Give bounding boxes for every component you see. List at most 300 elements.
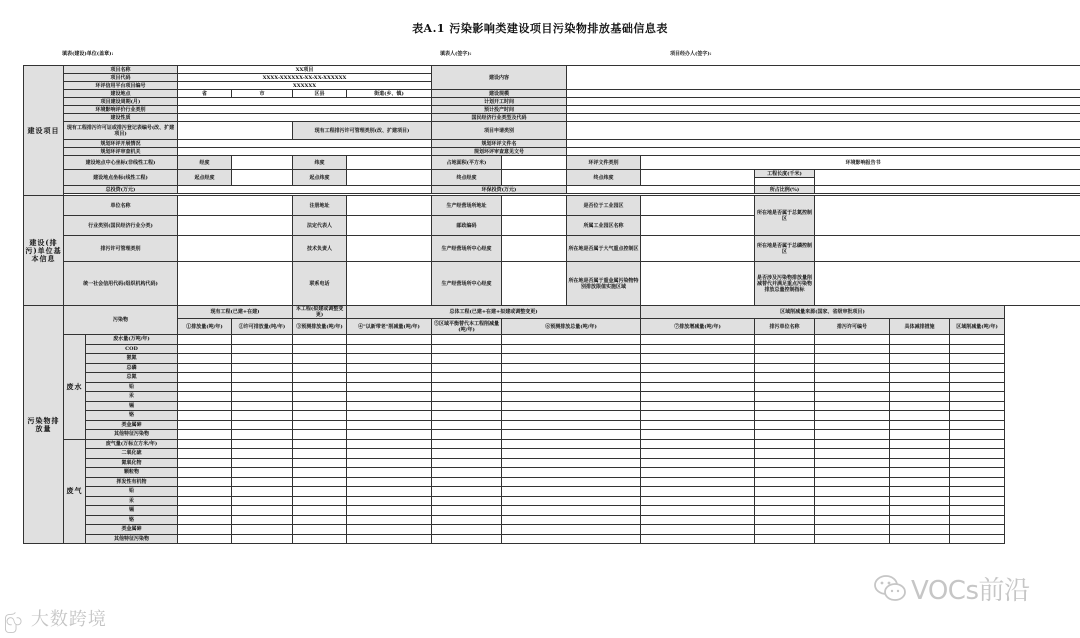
value-cell [347, 170, 432, 186]
value-cell [347, 363, 432, 373]
pollutant-label: 总磷 [86, 363, 178, 373]
value-cell [641, 411, 755, 421]
value-cell [232, 439, 293, 449]
value-cell [347, 515, 432, 525]
label: 联系电话 [293, 262, 347, 306]
value-cell [232, 363, 293, 373]
value-cell [890, 515, 950, 525]
table-row [24, 468, 1080, 478]
value-cell [293, 525, 347, 535]
value-cell [815, 420, 890, 430]
value-cell [890, 335, 950, 345]
header-existing: 现有工程(已建+在建) [178, 306, 293, 319]
value-cell [755, 420, 815, 430]
value-cell [890, 506, 950, 516]
value-cell [815, 354, 890, 364]
label: 规划环评开展情况 [64, 140, 178, 148]
value-cell [502, 430, 641, 440]
value-cell [293, 468, 347, 478]
value-cell [641, 344, 755, 354]
value-cell [950, 458, 1005, 468]
value-cell [755, 354, 815, 364]
value-cell [293, 430, 347, 440]
table-row [24, 515, 1080, 525]
value-cell [432, 363, 502, 373]
value-cell [347, 401, 432, 411]
label: 总投资(万元) [64, 186, 178, 194]
value-cell [178, 439, 232, 449]
value-cell [950, 344, 1005, 354]
value-cell [890, 363, 950, 373]
value-cell [502, 468, 641, 478]
value-cell [347, 411, 432, 421]
value-cell [178, 392, 232, 402]
value-cell [293, 392, 347, 402]
label: 是否涉及污染物排放量削减替代并满足重点污染物排放总量控制指标 [755, 262, 815, 306]
label: 注册地址 [293, 196, 347, 216]
value-cell [293, 382, 347, 392]
value-cell [755, 373, 815, 383]
value: XXXXXX [178, 82, 432, 90]
table-row [24, 373, 1080, 383]
watermark-left [4, 605, 107, 634]
pollutant-label: 氨氮 [86, 354, 178, 364]
label: 项目建设周期(月) [64, 98, 178, 106]
value-cell [178, 506, 232, 516]
value-cell [178, 534, 232, 544]
meta-unit: 填表(建设)单位(盖章): [62, 51, 114, 57]
label: 占地面积(平方米) [432, 156, 502, 170]
value-cell [232, 335, 293, 345]
value-cell [641, 420, 755, 430]
value-cell [890, 373, 950, 383]
value-cell [890, 354, 950, 364]
value-cell [432, 458, 502, 468]
label: 计划开工时间 [432, 98, 567, 106]
value-cell [178, 468, 232, 478]
value-cell [293, 515, 347, 525]
value-cell [755, 477, 815, 487]
value-cell [950, 534, 1005, 544]
value-cell [432, 449, 502, 459]
label: 所属工业园区名称 [567, 216, 641, 236]
value-cell [815, 262, 1080, 306]
value-cell [755, 534, 815, 544]
value-cell [502, 477, 641, 487]
value-cell [232, 449, 293, 459]
value-cell [347, 420, 432, 430]
value-cell [890, 496, 950, 506]
value-cell [232, 487, 293, 497]
watermark-right-text: VOCs前沿 [911, 575, 1030, 606]
label: 规划环评文件名 [432, 140, 567, 148]
value-cell [178, 186, 432, 194]
column-header: ③预测排放量(吨/年) [293, 319, 347, 335]
table-row [24, 382, 1080, 392]
value-cell [567, 114, 1080, 122]
value-cell [641, 468, 755, 478]
value-cell [232, 506, 293, 516]
label: 排污许可管理类别 [64, 236, 178, 262]
column-header: ④"以新带老"削减量(吨/年) [347, 319, 432, 335]
value-cell [641, 236, 755, 262]
value-cell [232, 525, 293, 535]
label: 建设内容 [432, 66, 567, 90]
value-cell [890, 411, 950, 421]
value-cell [347, 439, 432, 449]
table-row [24, 525, 1080, 535]
value-cell [432, 515, 502, 525]
value-cell [178, 458, 232, 468]
value-cell [178, 430, 232, 440]
value-cell [755, 449, 815, 459]
label: 项目代码 [64, 74, 178, 82]
value-cell [232, 468, 293, 478]
value-cell [641, 477, 755, 487]
table-row [24, 477, 1080, 487]
value-cell [293, 354, 347, 364]
value-cell [502, 392, 641, 402]
value-cell [890, 525, 950, 535]
value-cell [232, 156, 293, 170]
watermark-right [873, 568, 1030, 608]
table-row [24, 344, 1080, 354]
value-cell [950, 382, 1005, 392]
value-cell [178, 354, 232, 364]
table-row [24, 335, 1080, 345]
value-cell [950, 515, 1005, 525]
value-cell [641, 439, 755, 449]
label: 环保投资(万元) [432, 186, 567, 194]
value-cell [502, 382, 641, 392]
label: 生产经营场所中心经度 [432, 236, 502, 262]
value-cell [815, 401, 890, 411]
value-cell [502, 363, 641, 373]
label: 预计投产时间 [432, 106, 567, 114]
value-cell [293, 335, 347, 345]
value-cell [641, 170, 755, 186]
value-cell [815, 344, 890, 354]
value-cell [232, 354, 293, 364]
value-cell [815, 196, 1080, 236]
value-cell [502, 170, 567, 186]
label: 所占比例(%) [755, 186, 815, 194]
wechat-icon [873, 573, 907, 603]
label: 统一社会信用代码(组织机构代码) [64, 262, 178, 306]
value-cell [815, 170, 1080, 186]
value-cell [232, 458, 293, 468]
label: 纬度 [293, 156, 347, 170]
table-row [24, 411, 1080, 421]
table-row [24, 534, 1080, 544]
value-cell [755, 335, 815, 345]
value-cell [178, 98, 432, 106]
value-cell [567, 148, 1080, 156]
pollutant-label: 类金属砷 [86, 420, 178, 430]
value-cell [432, 344, 502, 354]
value-cell [815, 382, 890, 392]
value-cell [347, 335, 432, 345]
value-cell [432, 401, 502, 411]
value-cell [641, 515, 755, 525]
label: 邮政编码 [432, 216, 502, 236]
label: 建设地点坐标(线性工程) [64, 170, 178, 186]
value-cell [815, 439, 890, 449]
value-cell [178, 382, 232, 392]
label: 国民经济行业类型及代码 [432, 114, 567, 122]
value-cell [815, 236, 1080, 262]
value-cell [641, 373, 755, 383]
value-cell [432, 382, 502, 392]
table-row [24, 430, 1080, 440]
value-cell [950, 525, 1005, 535]
value-cell [755, 344, 815, 354]
label: 环境影响评价行业类别 [64, 106, 178, 114]
value-cell [502, 487, 641, 497]
pollutant-label: 铅 [86, 487, 178, 497]
pollutant-label: 总氮 [86, 373, 178, 383]
value-cell [232, 430, 293, 440]
value-cell [232, 515, 293, 525]
value-cell [432, 468, 502, 478]
pollutant-label: 类金属砷 [86, 525, 178, 535]
label: 建设规模 [432, 90, 567, 98]
header-pollutant: 污染物 [64, 306, 178, 335]
value-cell [293, 344, 347, 354]
value-cell [755, 487, 815, 497]
value-cell [755, 401, 815, 411]
value-cell [178, 335, 232, 345]
value-cell [432, 420, 502, 430]
value-cell [293, 373, 347, 383]
label: 现有工程排污许可证或排污登记表编号(改、扩建项目) [64, 122, 178, 140]
value-cell [347, 196, 432, 216]
value-cell [178, 449, 232, 459]
label: 项目名称 [64, 66, 178, 74]
label: 所在地是否属于大气重点控制区 [567, 236, 641, 262]
value-cell [815, 534, 890, 544]
value-cell [293, 477, 347, 487]
value-cell [502, 344, 641, 354]
label: 终点经度 [432, 170, 502, 186]
value-cell [502, 373, 641, 383]
column-header: 排污单位名称 [755, 319, 815, 335]
pollutant-label: 其他特征污染物 [86, 534, 178, 544]
value-cell [178, 196, 293, 216]
value-cell [755, 515, 815, 525]
value-cell [950, 411, 1005, 421]
value-cell [347, 496, 432, 506]
value-cell [641, 458, 755, 468]
value-cell [815, 363, 890, 373]
value-cell [432, 430, 502, 440]
value-cell [950, 430, 1005, 440]
value-cell [950, 449, 1005, 459]
value-cell [178, 344, 232, 354]
value-cell [178, 525, 232, 535]
table-row [24, 420, 1080, 430]
value-cell [232, 373, 293, 383]
label: 经度 [178, 156, 232, 170]
value-cell [432, 354, 502, 364]
value-cell [232, 420, 293, 430]
value-cell [502, 534, 641, 544]
header-source: 区域削减量来源(国家、省级审批项目) [641, 306, 1005, 319]
value-cell [178, 236, 293, 262]
info-table [23, 65, 1080, 544]
value-cell [347, 236, 432, 262]
pollutant-label: 汞 [86, 392, 178, 402]
value-cell [641, 216, 755, 236]
table-row [24, 439, 1080, 449]
column-header: 具体减排措施 [890, 319, 950, 335]
table-row [24, 392, 1080, 402]
value-cell [950, 496, 1005, 506]
value-cell [178, 262, 293, 306]
value-cell [178, 411, 232, 421]
value-cell [641, 196, 755, 216]
label: 是否位于工业园区 [567, 196, 641, 216]
pollutant-label: 其他特征污染物 [86, 430, 178, 440]
value-cell [293, 487, 347, 497]
value-cell [347, 487, 432, 497]
value-cell [502, 335, 641, 345]
value-cell [293, 506, 347, 516]
value-cell [293, 496, 347, 506]
value-cell [815, 411, 890, 421]
value-cell [890, 430, 950, 440]
value-cell [502, 506, 641, 516]
label: 规划环评审查意见文号 [432, 148, 567, 156]
value-cell [502, 420, 641, 430]
value-cell [178, 496, 232, 506]
label: 技术负责人 [293, 236, 347, 262]
value-cell [567, 66, 1080, 90]
value-cell [755, 458, 815, 468]
value-cell [293, 363, 347, 373]
value-cell [347, 468, 432, 478]
group-water: 废水 [64, 335, 86, 440]
value-cell [950, 420, 1005, 430]
value-cell [178, 420, 232, 430]
value-cell [641, 335, 755, 345]
value-cell [432, 411, 502, 421]
value-cell [293, 401, 347, 411]
label: 现有工程排污许可管理类别(改、扩建项目) [293, 122, 432, 140]
table-row [24, 496, 1080, 506]
value-cell [641, 262, 755, 306]
value-cell [347, 354, 432, 364]
value-cell [502, 236, 567, 262]
value-cell [815, 506, 890, 516]
value-cell [641, 534, 755, 544]
value: XXXX-XXXXXX-XX-XX-XXXXXX [178, 74, 432, 82]
value-cell [815, 468, 890, 478]
value-cell [641, 449, 755, 459]
pollutant-label: 氮氧化物 [86, 458, 178, 468]
value-cell [232, 534, 293, 544]
value-cell [755, 439, 815, 449]
value: 街道(乡、镇) [347, 90, 432, 98]
value-cell [347, 344, 432, 354]
value-cell [502, 449, 641, 459]
value-cell [890, 468, 950, 478]
value-cell [815, 335, 890, 345]
label: 起点纬度 [293, 170, 347, 186]
value-cell [432, 506, 502, 516]
column-header: 区域削减量(吨/年) [950, 319, 1005, 335]
value-cell [232, 411, 293, 421]
value-cell [178, 122, 293, 140]
value-cell [432, 534, 502, 544]
label: 法定代表人 [293, 216, 347, 236]
value-cell [641, 506, 755, 516]
value: 省 [178, 90, 232, 98]
label: 所在地是否属于总磷控制区 [755, 236, 815, 262]
label: 工程长度(千米) [755, 170, 815, 178]
value-cell [502, 216, 567, 236]
header-current: 本工程(拟建或调整变更) [293, 306, 347, 319]
value-cell [432, 439, 502, 449]
pollutant-label: 废水量(万吨/年) [86, 335, 178, 345]
value-cell [890, 392, 950, 402]
column-header: ⑦排放增减量(吨/年) [641, 319, 755, 335]
pollutant-label: 铅 [86, 382, 178, 392]
section-project: 建设项目 [24, 66, 64, 196]
value-cell [890, 534, 950, 544]
value: 市 [232, 90, 293, 98]
value-cell [432, 525, 502, 535]
column-header: ②许可排放量(吨/年) [232, 319, 293, 335]
value-cell [502, 515, 641, 525]
value-cell [502, 262, 567, 306]
column-header: ⑥预测排放总量(吨/年) [502, 319, 641, 335]
column-header: ⑤区域平衡替代本工程削减量(吨/年) [432, 319, 502, 335]
value-cell [293, 534, 347, 544]
label: 建设性质 [64, 114, 178, 122]
value-cell [232, 382, 293, 392]
value-cell [641, 487, 755, 497]
value-cell [502, 196, 567, 216]
value-cell [890, 439, 950, 449]
value-cell [567, 186, 755, 194]
value-cell [502, 354, 641, 364]
table-row [24, 458, 1080, 468]
watermark-left-text: 大数跨境 [30, 609, 107, 630]
value-cell [641, 354, 755, 364]
table-row [24, 506, 1080, 516]
table-row [24, 363, 1080, 373]
value-cell [293, 420, 347, 430]
value-cell [502, 496, 641, 506]
label: 行业类别(国民经济行业分类) [64, 216, 178, 236]
value-cell [950, 439, 1005, 449]
value: XX项目 [178, 66, 432, 74]
label: 环评文件类别 [567, 156, 641, 170]
value-cell [347, 534, 432, 544]
weibo-icon: ꩺ [4, 609, 25, 630]
group-gas: 废气 [64, 439, 86, 544]
value-cell [950, 487, 1005, 497]
value-cell [755, 430, 815, 440]
value-cell [950, 392, 1005, 402]
value-cell [567, 90, 1080, 98]
value-cell [502, 439, 641, 449]
value-cell [432, 392, 502, 402]
value-cell [232, 344, 293, 354]
value-cell [641, 392, 755, 402]
value-cell [815, 430, 890, 440]
